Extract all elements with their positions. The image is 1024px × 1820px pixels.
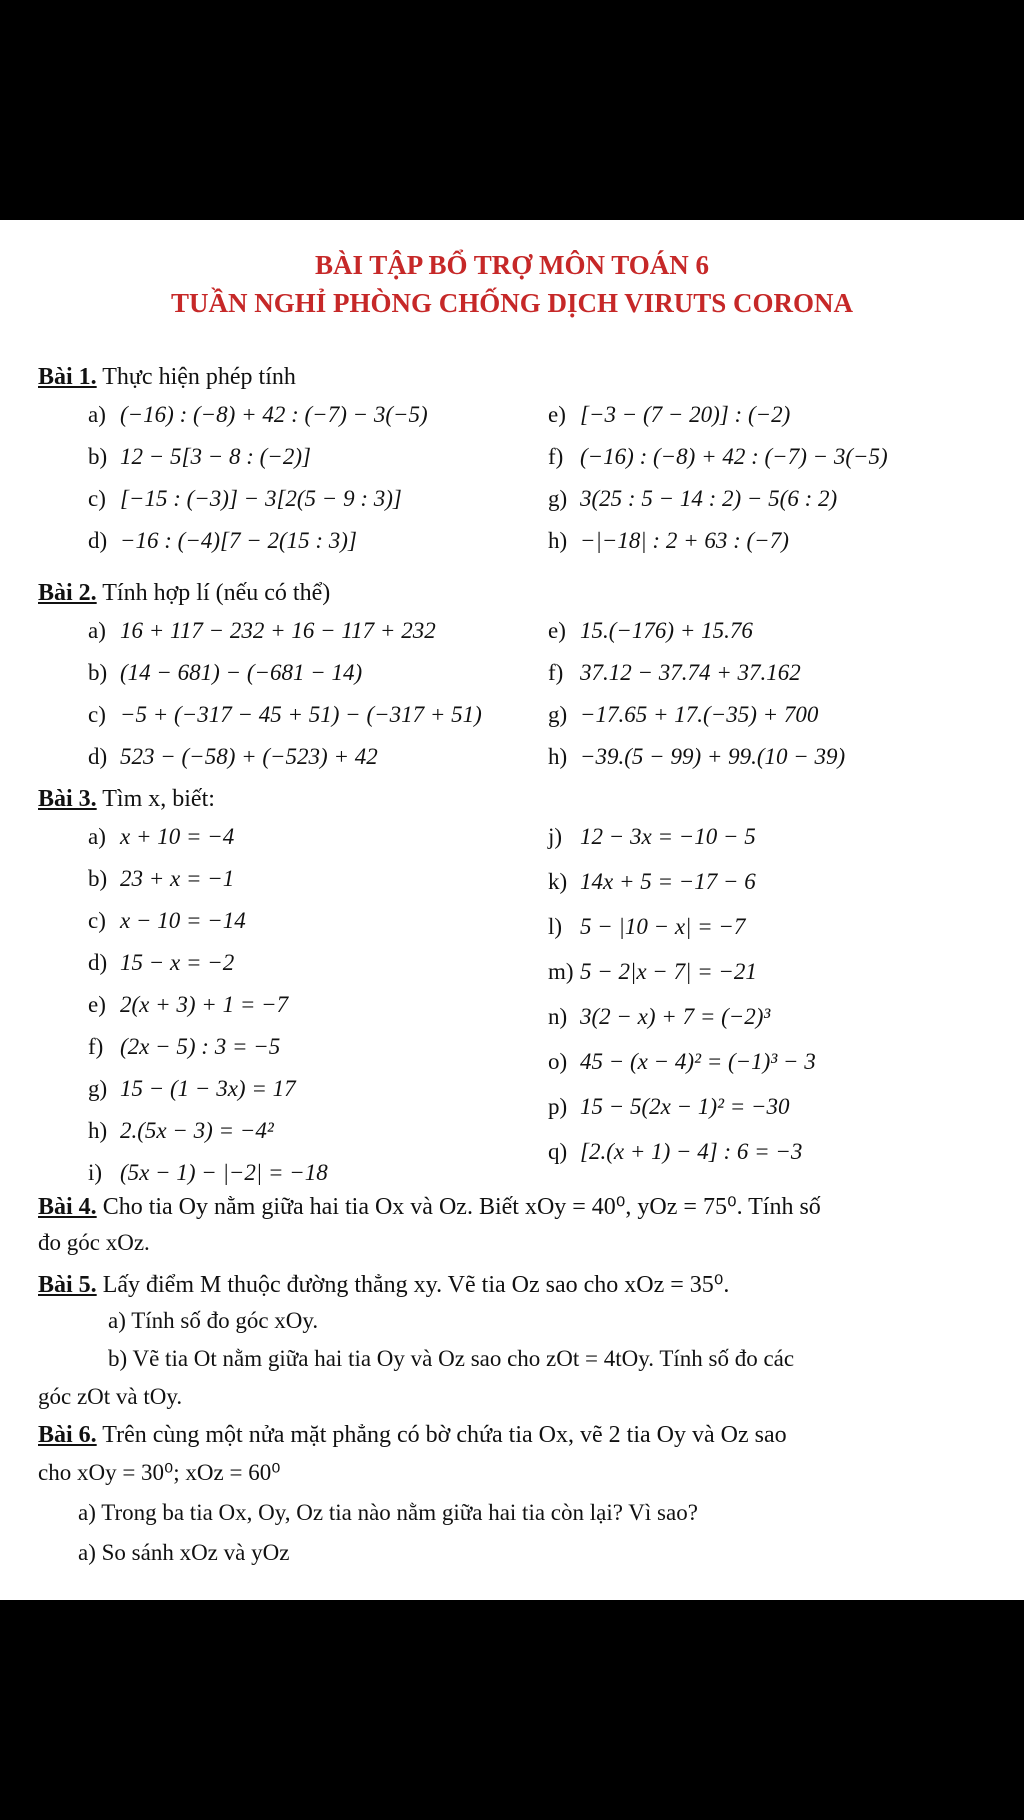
bai5-label: Bài 5. [38,1272,97,1298]
exercise-item [548,702,818,728]
item-label: f) [548,660,564,685]
item-label: e) [548,402,566,427]
item-label: b) [88,444,108,469]
item-label: a) [88,402,106,427]
bai3-label: Bài 3. [38,786,97,812]
item-label: h) [88,1118,108,1143]
exercise-item [548,1139,802,1165]
item-label: m) [548,959,574,984]
item-label: q) [548,1139,568,1164]
exercise-item [548,486,837,512]
item-expression: (14 − 681) − (−681 − 14) [120,660,363,685]
bai4-line2: đo góc xOz. [38,1230,150,1255]
title-line-2: TUẦN NGHỈ PHÒNG CHỐNG DỊCH VIRUTS CORONA [170,288,854,318]
bai4-heading [38,1192,821,1221]
item-expression: 2.(5x − 3) = −4² [120,1118,274,1143]
worksheet-page [0,220,1024,1600]
exercise-item [88,402,428,428]
exercise-item [88,1160,328,1186]
bai3-text: Tìm x, biết: [102,786,215,812]
item-expression: [−15 : (−3)] − 3[2(5 − 9 : 3)] [120,486,402,511]
item-label: i) [88,1160,103,1185]
item-label: p) [548,1094,568,1119]
item-expression: 3(2 − x) + 7 = (−2)³ [580,1004,771,1029]
item-label: d) [88,744,108,769]
bai6-label: Bài 6. [38,1422,97,1448]
exercise-item [548,618,753,644]
bai6-part-a: a) Trong ba tia Ox, Oy, Oz tia nào nằm giữa hai tia còn lại? Vì sao? [78,1500,698,1525]
exercise-item [548,528,789,554]
exercise-item [88,702,482,728]
exercise-item [88,486,402,512]
item-expression: −39.(5 − 99) + 99.(10 − 39) [580,744,846,769]
exercise-item [548,869,756,895]
item-label: j) [548,824,563,849]
item-expression: x − 10 = −14 [120,908,246,933]
title-line-1: BÀI TẬP BỔ TRỢ MÔN TOÁN 6 [314,250,710,280]
exercise-item [548,402,790,428]
item-label: e) [88,992,106,1017]
item-expression: (−16) : (−8) + 42 : (−7) − 3(−5) [580,444,888,469]
item-expression: 15 − x = −2 [120,950,235,975]
item-label: c) [88,486,106,511]
item-label: c) [88,908,106,933]
item-label: b) [88,866,108,891]
item-label: h) [548,528,568,553]
item-expression: 45 − (x − 4)² = (−1)³ − 3 [580,1049,816,1074]
item-expression: 15 − (1 − 3x) = 17 [120,1076,296,1101]
exercise-item [88,1076,296,1102]
item-expression: 37.12 − 37.74 + 37.162 [580,660,801,685]
bai5-part-a: a) Tính số đo góc xOy. [108,1308,319,1333]
bai4-line1: Cho tia Oy nằm giữa hai tia Ox và Oz. Biết xOy = 40⁰, yOz = 75⁰. Tính số [102,1194,821,1220]
item-expression: 5 − 2|x − 7| = −21 [580,959,757,984]
item-expression: −|−18| : 2 + 63 : (−7) [580,528,789,553]
bai1-label: Bài 1. [38,364,97,390]
item-expression: [−3 − (7 − 20)] : (−2) [580,402,791,427]
bai6-line1: Trên cùng một nửa mặt phẳng có bờ chứa tia Ox, vẽ 2 tia Oy và Oz sao [102,1422,787,1448]
item-label: g) [548,702,568,727]
item-label: a) [88,824,106,849]
exercise-item [88,992,288,1018]
item-label: a) [88,618,106,643]
exercise-item [548,1094,790,1120]
item-expression: (5x − 1) − |−2| = −18 [120,1160,328,1185]
item-label: d) [88,528,108,553]
bai4-label: Bài 4. [38,1194,97,1220]
exercise-item [88,660,362,686]
item-label: o) [548,1049,568,1074]
exercise-item [548,1004,770,1030]
item-label: g) [88,1076,108,1101]
item-expression: 16 + 117 − 232 + 16 − 117 + 232 [120,618,436,643]
item-expression: 15 − 5(2x − 1)² = −30 [580,1094,790,1119]
bai3-heading [38,786,215,813]
bai1-text: Thực hiện phép tính [102,364,296,390]
item-label: e) [548,618,566,643]
bai1-heading [38,364,296,391]
exercise-item [548,1049,816,1075]
exercise-item [88,528,357,554]
exercise-item [88,444,311,470]
item-expression: (−16) : (−8) + 42 : (−7) − 3(−5) [120,402,428,427]
exercise-item [548,444,888,470]
item-expression: −16 : (−4)[7 − 2(15 : 3)] [120,528,357,553]
item-expression: 12 − 3x = −10 − 5 [580,824,756,849]
item-expression: 2(x + 3) + 1 = −7 [120,992,289,1017]
item-expression: x + 10 = −4 [120,824,235,849]
item-label: k) [548,869,568,894]
exercise-item [88,866,234,892]
exercise-item [88,618,436,644]
item-expression: [2.(x + 1) − 4] : 6 = −3 [580,1139,803,1164]
exercise-item [88,908,246,934]
item-expression: 3(25 : 5 − 14 : 2) − 5(6 : 2) [580,486,838,511]
item-expression: 5 − |10 − x| = −7 [580,914,746,939]
item-label: c) [88,702,106,727]
item-expression: 523 − (−58) + (−523) + 42 [120,744,378,769]
exercise-item [548,959,757,985]
item-label: n) [548,1004,568,1029]
item-label: f) [548,444,564,469]
item-label: b) [88,660,108,685]
item-label: f) [88,1034,104,1059]
item-expression: (2x − 5) : 3 = −5 [120,1034,281,1059]
exercise-item [548,744,845,770]
exercise-item [88,950,234,976]
exercise-item [548,660,801,686]
exercise-item [88,1034,280,1060]
item-expression: 12 − 5[3 − 8 : (−2)] [120,444,311,469]
exercise-item [548,914,745,940]
bai2-label: Bài 2. [38,580,97,606]
exercise-item [548,824,756,850]
bai5-part-b-cont: góc zOt và tOy. [38,1384,183,1409]
item-label: h) [548,744,568,769]
bai5-heading [38,1270,729,1299]
item-label: d) [88,950,108,975]
item-expression: −5 + (−317 − 45 + 51) − (−317 + 51) [120,702,482,727]
exercise-item [88,824,234,850]
exercise-item [88,1118,274,1144]
item-expression: 14x + 5 = −17 − 6 [580,869,756,894]
bai5-part-b: b) Vẽ tia Ot nằm giữa hai tia Oy và Oz sao cho zOt = 4tOy. Tính số đo các [108,1346,795,1371]
bai6-line2: cho xOy = 30⁰; xOz = 60⁰ [38,1460,281,1485]
bai6-part-b: a) So sánh xOz và yOz [78,1540,290,1565]
item-expression: −17.65 + 17.(−35) + 700 [580,702,819,727]
item-expression: 23 + x = −1 [120,866,235,891]
item-expression: 15.(−176) + 15.76 [580,618,753,643]
bai2-heading [38,580,330,607]
bai2-text: Tính hợp lí (nếu có thể) [102,580,331,606]
item-label: g) [548,486,568,511]
bai5-line1: Lấy điểm M thuộc đường thẳng xy. Vẽ tia Oz sao cho xOz = 35⁰. [102,1272,730,1298]
exercise-item [88,744,378,770]
bai6-heading [38,1422,787,1449]
item-label: l) [548,914,563,939]
